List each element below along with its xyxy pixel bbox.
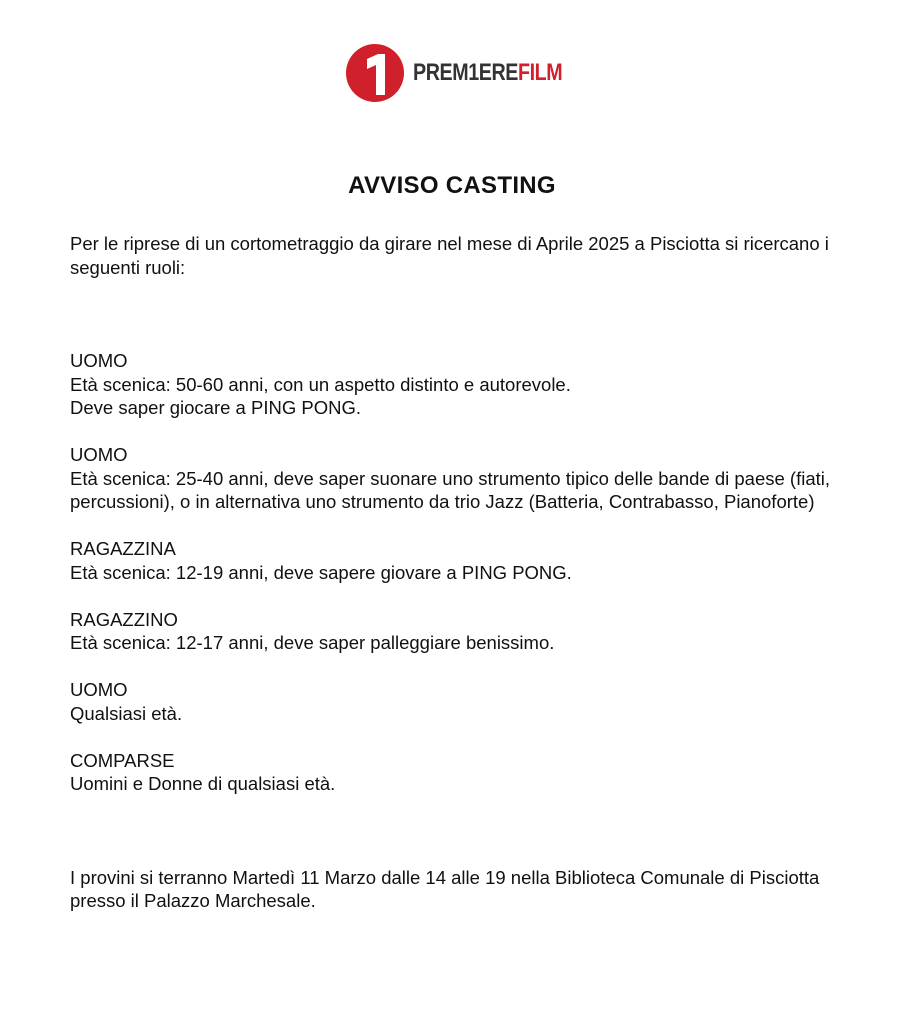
brand-word-film: FILM (517, 59, 563, 86)
brand-name (413, 59, 562, 87)
role-name: COMPARSE (70, 749, 175, 771)
role-description: Qualsiasi età. (70, 702, 183, 724)
role-name: RAGAZZINA (70, 538, 176, 559)
role-name: RAGAZZINO (70, 608, 178, 630)
document-title: AVVISO CASTING (348, 172, 556, 199)
role-name: UOMO (70, 444, 128, 465)
role-name: UOMO (70, 350, 128, 371)
role-description: Età scenica: 12-19 anni, deve sapere giovare a PING PONG. (70, 561, 572, 583)
role-description: Età scenica: 50-60 anni, con un aspetto distinto e autorevole. (70, 373, 571, 395)
role-description: Uomini e Donne di qualsiasi età. (70, 773, 336, 794)
premiere-film-logo-icon (345, 43, 405, 103)
role-item (70, 608, 840, 655)
audition-info-paragraph: I provini si terranno Martedì 11 Marzo dalle 14 alle 19 nella Biblioteca Comunale di Pisciotta presso il Palazzo Marchesale. (70, 866, 820, 911)
role-description: Deve saper giocare a PING PONG. (70, 397, 361, 418)
role-description: Età scenica: 12-17 anni, deve saper palleggiare benissimo. (70, 632, 555, 653)
role-item (70, 349, 840, 420)
document-body (70, 232, 840, 931)
brand-logo (345, 42, 595, 104)
role-name: UOMO (70, 679, 128, 700)
brand-word-premiere: PREM1ERE (413, 59, 518, 86)
role-item (70, 537, 840, 584)
role-description: Età scenica: 25-40 anni, deve saper suonare uno strumento tipico delle bande di paese (fiati, percussioni), o in alternativa uno strumento da trio Jazz (Batteria, Contrabasso, Pianoforte) (70, 467, 831, 512)
role-item (70, 749, 840, 796)
roles-list (70, 349, 840, 796)
intro-paragraph: Per le riprese di un cortometraggio da girare nel mese di Aprile 2025 a Pisciotta si ricercano i seguenti ruoli: (70, 233, 829, 278)
role-item (70, 678, 840, 725)
role-item (70, 443, 840, 514)
